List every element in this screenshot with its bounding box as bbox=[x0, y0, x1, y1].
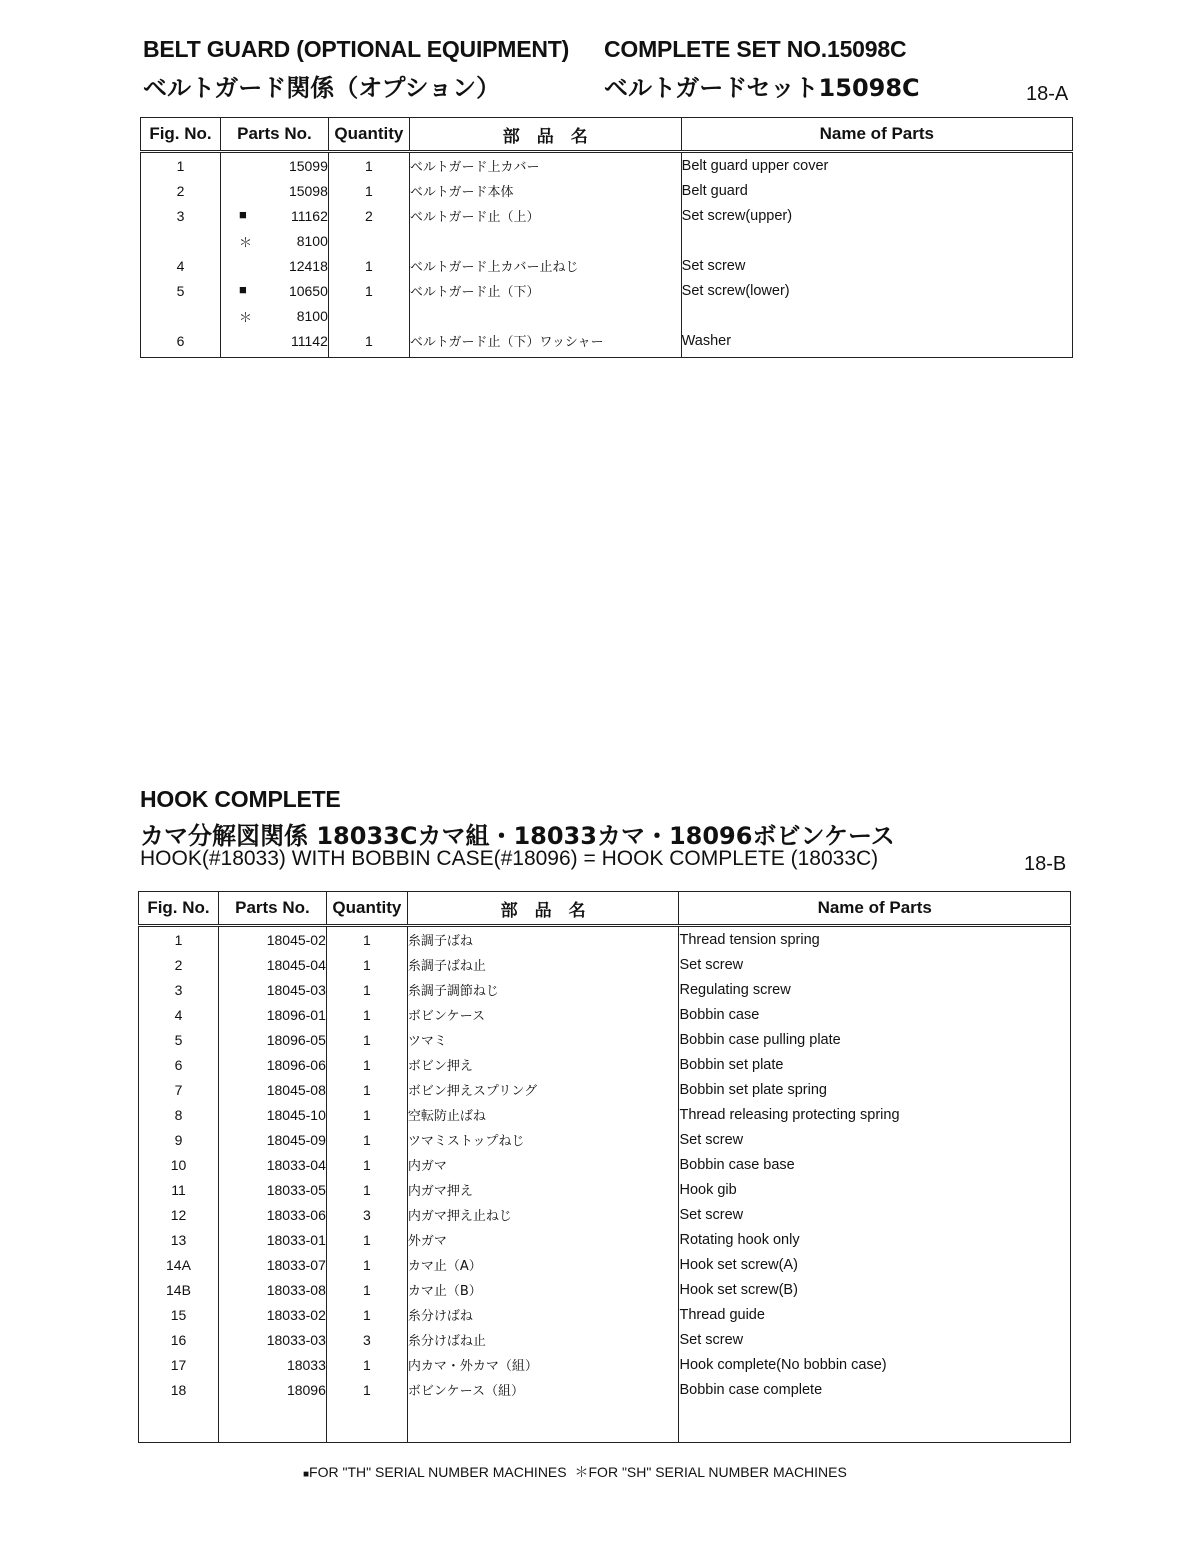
cell-part-name-jp: 糸調子ばね止 bbox=[407, 952, 679, 977]
cell-fig-no: 6 bbox=[141, 328, 221, 358]
cell-part-name-en: Bobbin case base bbox=[679, 1152, 1071, 1177]
empty-cell bbox=[679, 1402, 1071, 1443]
cell-quantity: 1 bbox=[328, 152, 409, 179]
table-row bbox=[139, 1052, 1071, 1077]
cell-parts-no bbox=[220, 328, 328, 358]
header-part-name-jp: 部 品 名 bbox=[407, 892, 679, 926]
footer-sh-text: FOR "SH" SERIAL NUMBER MACHINES bbox=[588, 1464, 847, 1480]
cell-quantity: 1 bbox=[326, 1127, 407, 1152]
header-quantity: Quantity bbox=[326, 892, 407, 926]
cell-part-name-jp: カマ止（B） bbox=[407, 1277, 679, 1302]
parts-number: 11142 bbox=[291, 332, 328, 349]
cell-part-name-jp bbox=[409, 303, 681, 328]
cell-parts-no: 18096-01 bbox=[218, 1002, 326, 1027]
cell-parts-no: 18033-03 bbox=[218, 1327, 326, 1352]
table-row bbox=[141, 152, 1073, 179]
empty-cell bbox=[218, 1402, 326, 1443]
cell-fig-no: 17 bbox=[139, 1352, 219, 1377]
cell-quantity: 1 bbox=[326, 1052, 407, 1077]
serial-mark: ＊ bbox=[238, 310, 252, 325]
empty-cell bbox=[139, 1402, 219, 1443]
table-row bbox=[141, 328, 1073, 358]
header-quantity: Quantity bbox=[328, 118, 409, 152]
cell-fig-no: 10 bbox=[139, 1152, 219, 1177]
cell-quantity bbox=[328, 303, 409, 328]
cell-fig-no: 2 bbox=[139, 952, 219, 977]
parts-number: 8100 bbox=[296, 307, 328, 324]
cell-part-name-en: Set screw bbox=[681, 253, 1072, 278]
cell-part-name-en: Washer bbox=[681, 328, 1072, 358]
table-row bbox=[139, 1377, 1071, 1402]
cell-quantity: 1 bbox=[326, 1252, 407, 1277]
cell-part-name-jp: 糸分けばね bbox=[407, 1302, 679, 1327]
cell-part-name-jp: 糸分けばね止 bbox=[407, 1327, 679, 1352]
cell-parts-no: 18045-10 bbox=[218, 1102, 326, 1127]
cell-quantity: 1 bbox=[326, 1002, 407, 1027]
table-row bbox=[139, 1277, 1071, 1302]
cell-part-name-en: Bobbin case pulling plate bbox=[679, 1027, 1071, 1052]
cell-quantity: 1 bbox=[326, 1302, 407, 1327]
table-row bbox=[139, 926, 1071, 953]
table-row bbox=[141, 178, 1073, 203]
serial-mark: ■ bbox=[238, 207, 247, 222]
header-parts-no: Parts No. bbox=[218, 892, 326, 926]
cell-fig-no bbox=[141, 228, 221, 253]
cell-parts-no bbox=[220, 228, 328, 253]
parts-number: 8100 bbox=[296, 232, 328, 249]
cell-part-name-en: Thread releasing protecting spring bbox=[679, 1102, 1071, 1127]
cell-parts-no: 18033-06 bbox=[218, 1202, 326, 1227]
cell-quantity: 1 bbox=[326, 1102, 407, 1127]
cell-part-name-jp: 内ガマ押え止ねじ bbox=[407, 1202, 679, 1227]
cell-quantity: 2 bbox=[328, 203, 409, 228]
table-row bbox=[139, 1227, 1071, 1252]
header-part-name-en: Name of Parts bbox=[681, 118, 1072, 152]
cell-parts-no: 18033-08 bbox=[218, 1277, 326, 1302]
cell-parts-no: 18033-02 bbox=[218, 1302, 326, 1327]
header-part-name-jp: 部 品 名 bbox=[409, 118, 681, 152]
header-fig-no: Fig. No. bbox=[141, 118, 221, 152]
cell-fig-no: 14A bbox=[139, 1252, 219, 1277]
cell-quantity: 3 bbox=[326, 1327, 407, 1352]
cell-quantity: 1 bbox=[328, 178, 409, 203]
footer-sh-mark: ＊ bbox=[574, 1464, 589, 1480]
cell-part-name-en: Set screw bbox=[679, 952, 1071, 977]
cell-fig-no: 6 bbox=[139, 1052, 219, 1077]
cell-parts-no: 18096 bbox=[218, 1377, 326, 1402]
cell-quantity: 1 bbox=[326, 952, 407, 977]
cell-part-name-jp: ベルトガード上カバー止ねじ bbox=[409, 253, 681, 278]
cell-part-name-jp: ベルトガード上カバー bbox=[409, 152, 681, 179]
cell-parts-no: 18096-06 bbox=[218, 1052, 326, 1077]
table-row bbox=[139, 1352, 1071, 1377]
cell-part-name-en: Hook gib bbox=[679, 1177, 1071, 1202]
cell-quantity: 3 bbox=[326, 1202, 407, 1227]
section-a-title-en-right: COMPLETE SET NO.15098C bbox=[604, 36, 907, 62]
cell-part-name-jp: カマ止（A） bbox=[407, 1252, 679, 1277]
cell-parts-no bbox=[220, 278, 328, 303]
cell-part-name-jp: ツマミ bbox=[407, 1027, 679, 1052]
section-a-title-jp-left: ベルトガード関係（オプション） bbox=[143, 74, 501, 102]
cell-part-name-en: Regulating screw bbox=[679, 977, 1071, 1002]
cell-part-name-en: Set screw bbox=[679, 1202, 1071, 1227]
cell-fig-no: 7 bbox=[139, 1077, 219, 1102]
cell-part-name-en: Bobbin case bbox=[679, 1002, 1071, 1027]
cell-part-name-jp: 内ガマ押え bbox=[407, 1177, 679, 1202]
cell-part-name-en bbox=[681, 228, 1072, 253]
cell-parts-no: 18096-05 bbox=[218, 1027, 326, 1052]
footer-th-text: FOR "TH" SERIAL NUMBER MACHINES bbox=[309, 1464, 567, 1480]
table-row bbox=[141, 303, 1073, 328]
table-header-row bbox=[139, 892, 1071, 926]
cell-fig-no: 1 bbox=[141, 152, 221, 179]
cell-part-name-jp: 内ガマ bbox=[407, 1152, 679, 1177]
cell-parts-no: 18045-09 bbox=[218, 1127, 326, 1152]
cell-part-name-jp: ボビンケース bbox=[407, 1002, 679, 1027]
table-row bbox=[139, 1127, 1071, 1152]
section-a-title-en-left: BELT GUARD (OPTIONAL EQUIPMENT) bbox=[143, 36, 570, 62]
cell-parts-no: 18033-05 bbox=[218, 1177, 326, 1202]
cell-part-name-en: Hook set screw(B) bbox=[679, 1277, 1071, 1302]
cell-parts-no: 18033-07 bbox=[218, 1252, 326, 1277]
cell-fig-no: 5 bbox=[141, 278, 221, 303]
cell-part-name-en: Hook complete(No bobbin case) bbox=[679, 1352, 1071, 1377]
cell-parts-no: 18045-03 bbox=[218, 977, 326, 1002]
cell-parts-no: 18045-02 bbox=[218, 926, 326, 953]
cell-part-name-en: Bobbin set plate spring bbox=[679, 1077, 1071, 1102]
cell-part-name-en: Thread guide bbox=[679, 1302, 1071, 1327]
cell-fig-no: 2 bbox=[141, 178, 221, 203]
section-a-title-jp-right: ベルトガードセット15098C bbox=[604, 74, 920, 102]
cell-quantity: 1 bbox=[328, 328, 409, 358]
cell-part-name-en: Rotating hook only bbox=[679, 1227, 1071, 1252]
table-row bbox=[139, 1027, 1071, 1052]
header-part-name-en: Name of Parts bbox=[679, 892, 1071, 926]
cell-fig-no: 3 bbox=[141, 203, 221, 228]
cell-part-name-en: Set screw(lower) bbox=[681, 278, 1072, 303]
cell-fig-no bbox=[141, 303, 221, 328]
cell-quantity bbox=[328, 228, 409, 253]
cell-quantity: 1 bbox=[328, 253, 409, 278]
cell-fig-no: 4 bbox=[139, 1002, 219, 1027]
cell-quantity: 1 bbox=[326, 1352, 407, 1377]
parts-number: 11162 bbox=[291, 207, 328, 224]
table-row bbox=[141, 278, 1073, 303]
cell-part-name-jp: ベルトガード本体 bbox=[409, 178, 681, 203]
cell-fig-no: 11 bbox=[139, 1177, 219, 1202]
cell-parts-no bbox=[220, 203, 328, 228]
cell-quantity: 1 bbox=[326, 1177, 407, 1202]
table-row bbox=[141, 253, 1073, 278]
cell-fig-no: 3 bbox=[139, 977, 219, 1002]
parts-number: 12418 bbox=[288, 257, 328, 274]
cell-fig-no: 15 bbox=[139, 1302, 219, 1327]
section-a-page-number: 18-A bbox=[1026, 83, 1069, 105]
table-row bbox=[139, 1252, 1071, 1277]
cell-parts-no: 18033 bbox=[218, 1352, 326, 1377]
empty-cell bbox=[326, 1402, 407, 1443]
section-a-parts-table bbox=[140, 117, 1073, 358]
cell-parts-no: 18045-08 bbox=[218, 1077, 326, 1102]
table-row bbox=[139, 1327, 1071, 1352]
cell-part-name-en bbox=[681, 303, 1072, 328]
cell-parts-no bbox=[220, 178, 328, 203]
table-row bbox=[139, 1077, 1071, 1102]
cell-part-name-en: Set screw bbox=[679, 1327, 1071, 1352]
cell-fig-no: 16 bbox=[139, 1327, 219, 1352]
header-parts-no: Parts No. bbox=[220, 118, 328, 152]
cell-part-name-en: Set screw(upper) bbox=[681, 203, 1072, 228]
cell-quantity: 1 bbox=[326, 926, 407, 953]
cell-part-name-jp: 空転防止ばね bbox=[407, 1102, 679, 1127]
cell-parts-no: 18033-01 bbox=[218, 1227, 326, 1252]
cell-part-name-en: Thread tension spring bbox=[679, 926, 1071, 953]
cell-part-name-jp bbox=[409, 228, 681, 253]
section-b-title-en: HOOK COMPLETE bbox=[140, 786, 341, 812]
cell-fig-no: 1 bbox=[139, 926, 219, 953]
cell-quantity: 1 bbox=[326, 1152, 407, 1177]
cell-fig-no: 14B bbox=[139, 1277, 219, 1302]
cell-fig-no: 13 bbox=[139, 1227, 219, 1252]
cell-part-name-en: Belt guard upper cover bbox=[681, 152, 1072, 179]
cell-part-name-en: Bobbin set plate bbox=[679, 1052, 1071, 1077]
cell-part-name-jp: ボビン押えスプリング bbox=[407, 1077, 679, 1102]
cell-quantity: 1 bbox=[326, 1277, 407, 1302]
cell-parts-no: 18045-04 bbox=[218, 952, 326, 977]
cell-quantity: 1 bbox=[326, 1227, 407, 1252]
footer-legend bbox=[303, 1462, 847, 1482]
cell-parts-no bbox=[220, 253, 328, 278]
table-row bbox=[141, 203, 1073, 228]
cell-part-name-en: Hook set screw(A) bbox=[679, 1252, 1071, 1277]
cell-part-name-jp: ボビン押え bbox=[407, 1052, 679, 1077]
section-b-title-jp: カマ分解図関係 18033Cカマ組・18033カマ・18096ボビンケース bbox=[140, 822, 895, 850]
cell-quantity: 1 bbox=[326, 1377, 407, 1402]
cell-part-name-jp: ベルトガード止（上） bbox=[409, 203, 681, 228]
cell-part-name-jp: ベルトガード止（下） bbox=[409, 278, 681, 303]
parts-number: 10650 bbox=[288, 282, 328, 299]
parts-number: 15099 bbox=[288, 157, 328, 174]
cell-part-name-jp: ツマミストップねじ bbox=[407, 1127, 679, 1152]
cell-fig-no: 18 bbox=[139, 1377, 219, 1402]
cell-fig-no: 5 bbox=[139, 1027, 219, 1052]
cell-part-name-jp: ボビンケース（組） bbox=[407, 1377, 679, 1402]
cell-fig-no: 4 bbox=[141, 253, 221, 278]
header-fig-no: Fig. No. bbox=[139, 892, 219, 926]
cell-fig-no: 8 bbox=[139, 1102, 219, 1127]
table-header-row bbox=[141, 118, 1073, 152]
table-row bbox=[139, 1002, 1071, 1027]
cell-part-name-en: Bobbin case complete bbox=[679, 1377, 1071, 1402]
table-row bbox=[139, 1302, 1071, 1327]
cell-quantity: 1 bbox=[328, 278, 409, 303]
cell-part-name-jp: 外ガマ bbox=[407, 1227, 679, 1252]
cell-parts-no: 18033-04 bbox=[218, 1152, 326, 1177]
table-row bbox=[141, 228, 1073, 253]
cell-part-name-jp: 内カマ・外カマ（組） bbox=[407, 1352, 679, 1377]
table-row bbox=[139, 1177, 1071, 1202]
section-b-parts-table bbox=[138, 891, 1071, 1443]
cell-quantity: 1 bbox=[326, 1077, 407, 1102]
cell-fig-no: 9 bbox=[139, 1127, 219, 1152]
serial-mark: ■ bbox=[238, 282, 247, 297]
footer-th-mark: ■ bbox=[303, 1469, 310, 1480]
cell-part-name-jp: 糸調子調節ねじ bbox=[407, 977, 679, 1002]
section-b-subtitle: HOOK(#18033) WITH BOBBIN CASE(#18096) = HOOK COMPLETE (18033C) bbox=[140, 847, 879, 870]
table-row bbox=[139, 1102, 1071, 1127]
cell-part-name-en: Set screw bbox=[679, 1127, 1071, 1152]
section-b-page-number: 18-B bbox=[1024, 853, 1067, 875]
table-spacer-row bbox=[139, 1402, 1071, 1443]
empty-cell bbox=[407, 1402, 679, 1443]
cell-part-name-jp: ベルトガード止（下）ワッシャー bbox=[409, 328, 681, 358]
serial-mark: ＊ bbox=[238, 235, 252, 250]
cell-fig-no: 12 bbox=[139, 1202, 219, 1227]
cell-quantity: 1 bbox=[326, 1027, 407, 1052]
table-row bbox=[139, 1152, 1071, 1177]
cell-parts-no bbox=[220, 152, 328, 179]
table-row bbox=[139, 952, 1071, 977]
table-row bbox=[139, 1202, 1071, 1227]
parts-number: 15098 bbox=[288, 182, 328, 199]
cell-quantity: 1 bbox=[326, 977, 407, 1002]
cell-part-name-jp: 糸調子ばね bbox=[407, 926, 679, 953]
table-row bbox=[139, 977, 1071, 1002]
cell-parts-no bbox=[220, 303, 328, 328]
cell-part-name-en: Belt guard bbox=[681, 178, 1072, 203]
